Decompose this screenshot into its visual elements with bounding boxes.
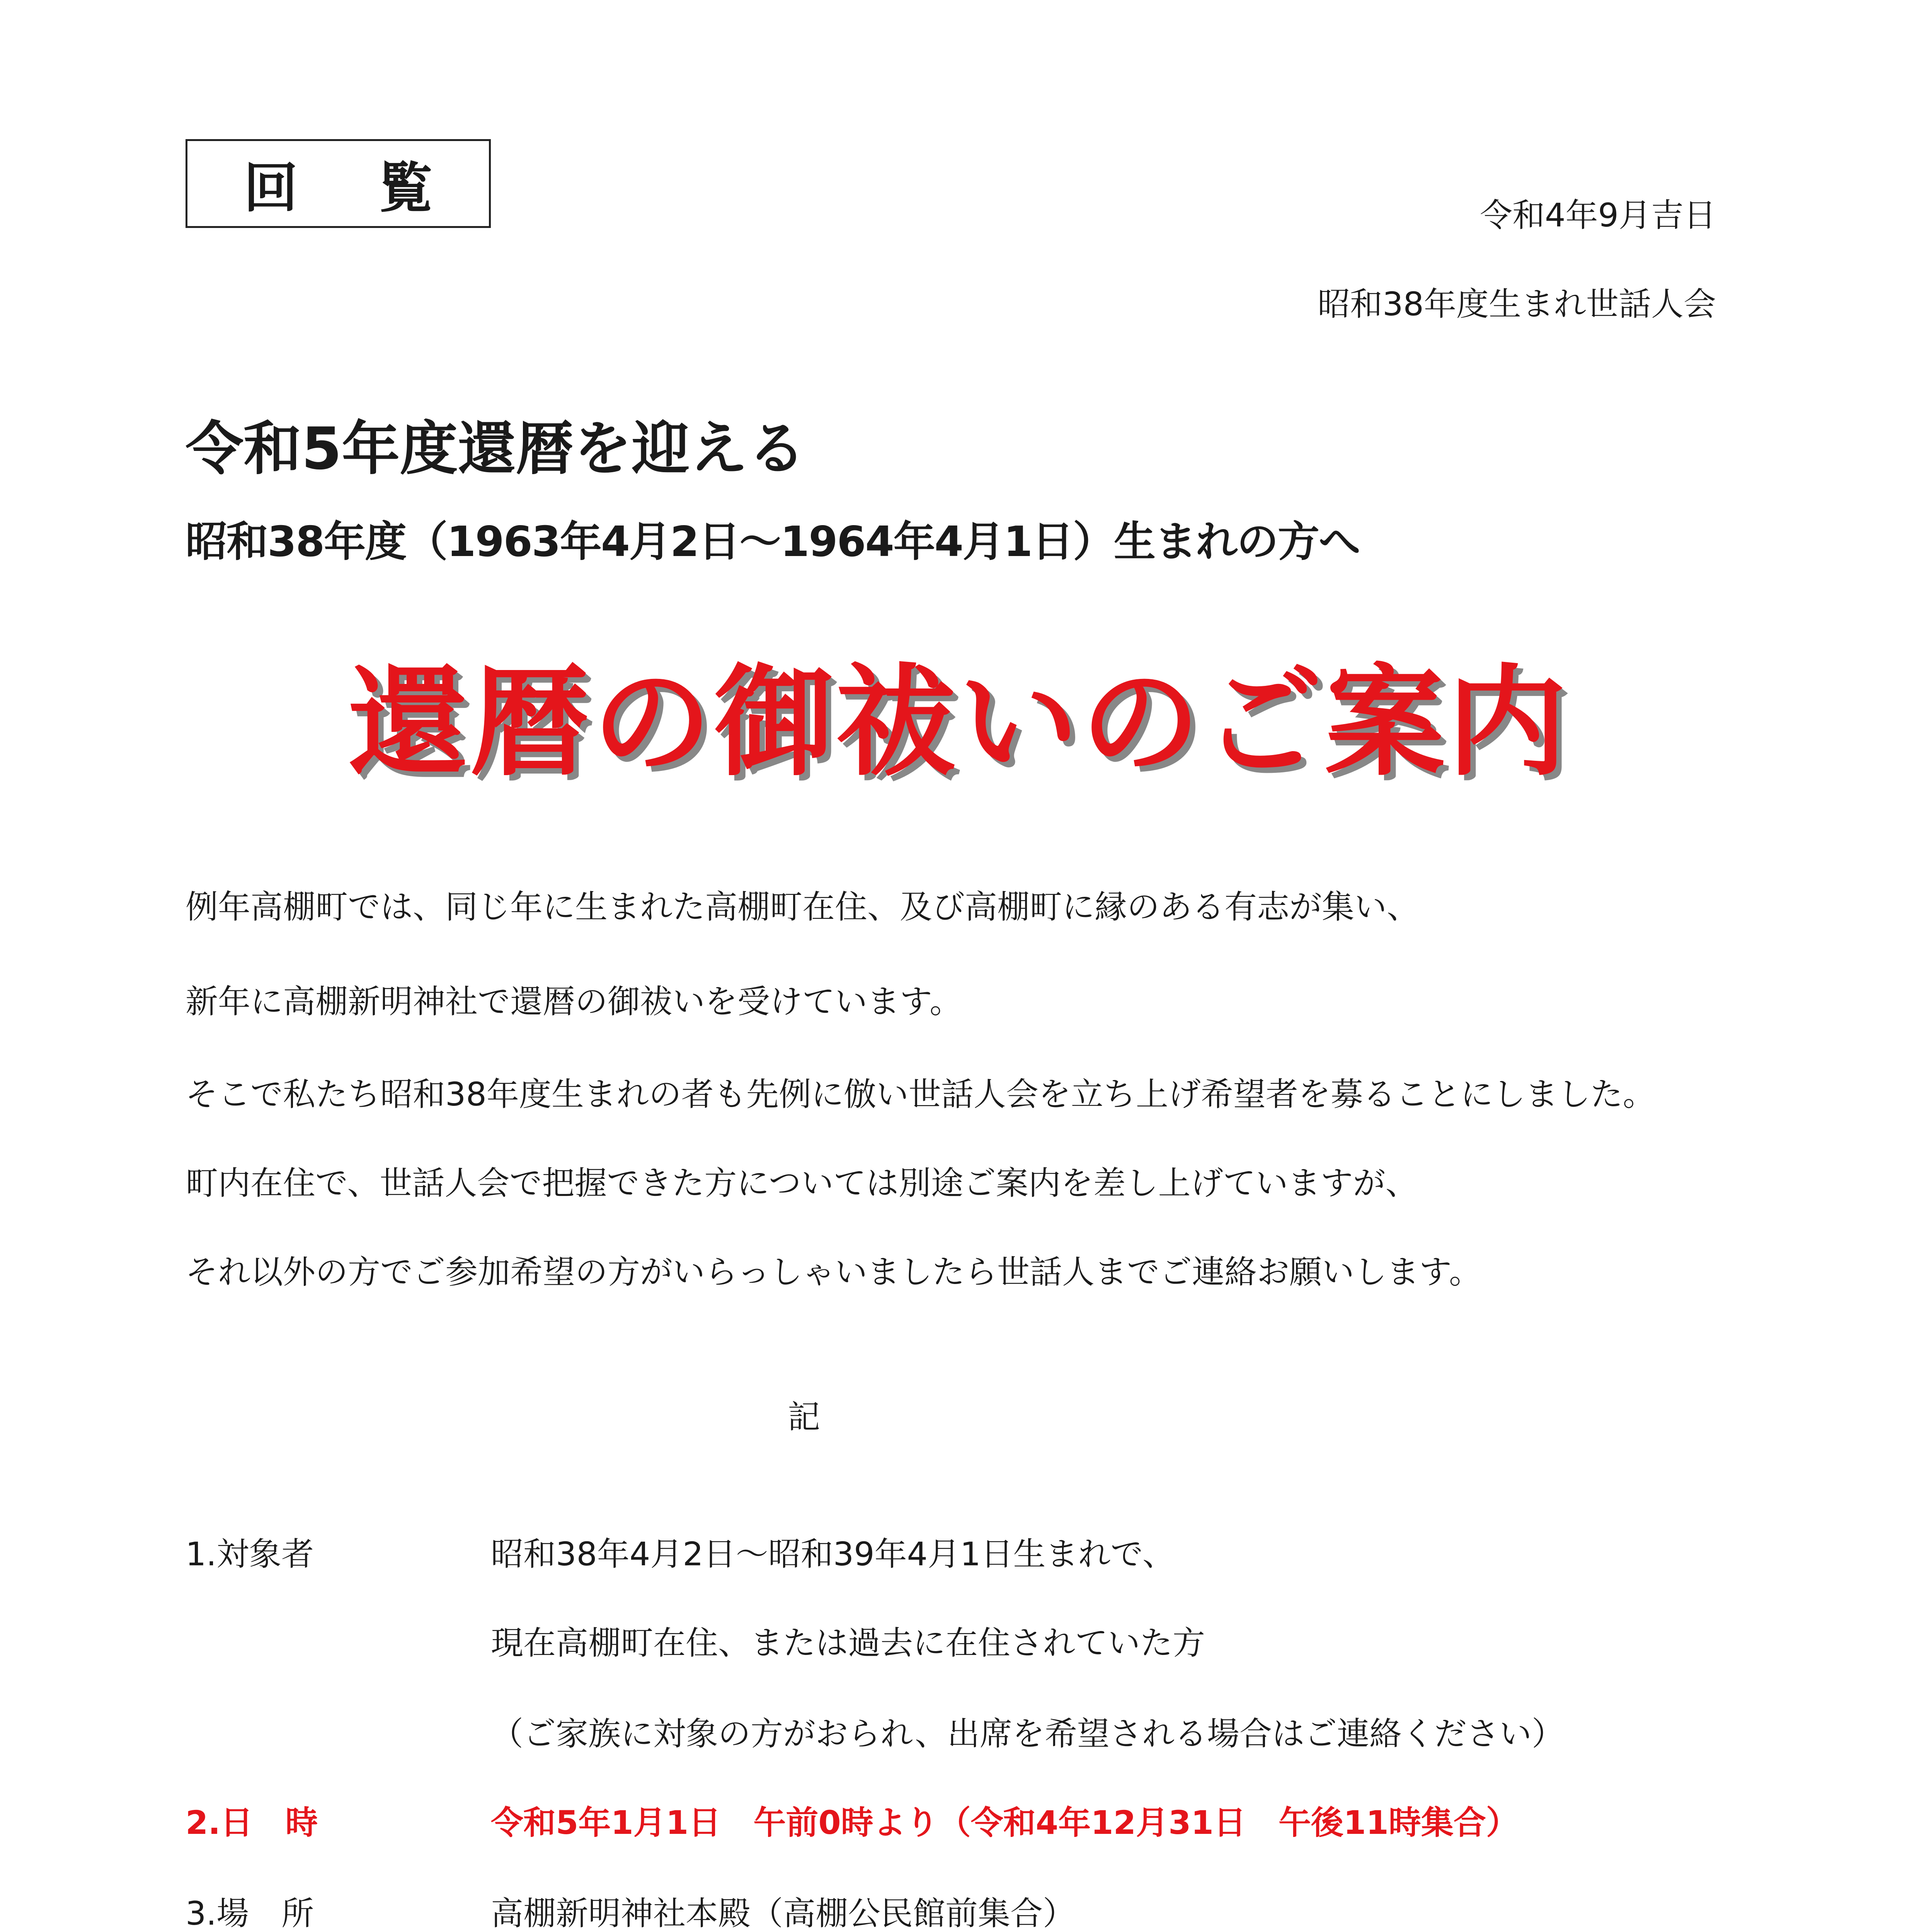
organizer: 昭和38年度生まれ世話人会 — [1318, 285, 1716, 323]
target-line-1: 昭和38年4月2日～昭和39年4月1日生まれで、 — [491, 1535, 1175, 1573]
heading-line2: 昭和38年度（1963年4月2日～1964年4月1日）生まれの方へ — [186, 518, 1360, 566]
issue-date: 令和4年9月吉日 — [1480, 196, 1716, 234]
heading-line1: 令和5年度還暦を迎える — [186, 415, 806, 483]
body-paragraph-2: 新年に高棚新明神社で還暦の御祓いを受けています。 — [186, 983, 962, 1020]
target-line-2: 現在高棚町在住、または過去に在住されていた方 — [491, 1624, 1205, 1662]
target-line-3: （ご家族に対象の方がおられ、出席を希望される場合はご連絡ください） — [491, 1715, 1565, 1753]
body-paragraph-5: それ以外の方でご参加希望の方がいらっしゃいましたら世話人までご連絡お願いします。 — [186, 1253, 1482, 1291]
body-paragraph-4: 町内在住で、世話人会で把握できた方については別途ご案内を差し上げていますが、 — [186, 1164, 1418, 1202]
body-paragraph-3: そこで私たち昭和38年度生まれの者も先例に倣い世話人会を立ち上げ希望者を募ることにしました。 — [186, 1075, 1655, 1113]
place-value: 高棚新明神社本殿（高棚公民館前集合） — [491, 1895, 1076, 1932]
place-label: 3.場 所 — [186, 1895, 314, 1932]
page-title: 還暦の御祓いのご案内 — [348, 653, 1569, 793]
ki-text: 記 — [787, 1398, 820, 1436]
body-paragraph-1: 例年高棚町では、同じ年に生まれた高棚町在住、及び高棚町に縁のある有志が集い、 — [186, 888, 1420, 926]
datetime-label: 2.日 時 — [186, 1804, 318, 1842]
target-label: 1.対象者 — [186, 1535, 314, 1573]
ki-mark — [0, 1391, 1917, 1438]
kairan-label: 回 覧 — [186, 139, 491, 228]
datetime-value: 令和5年1月1日 午前0時より（令和4年12月31日 午後11時集合） — [491, 1804, 1519, 1842]
